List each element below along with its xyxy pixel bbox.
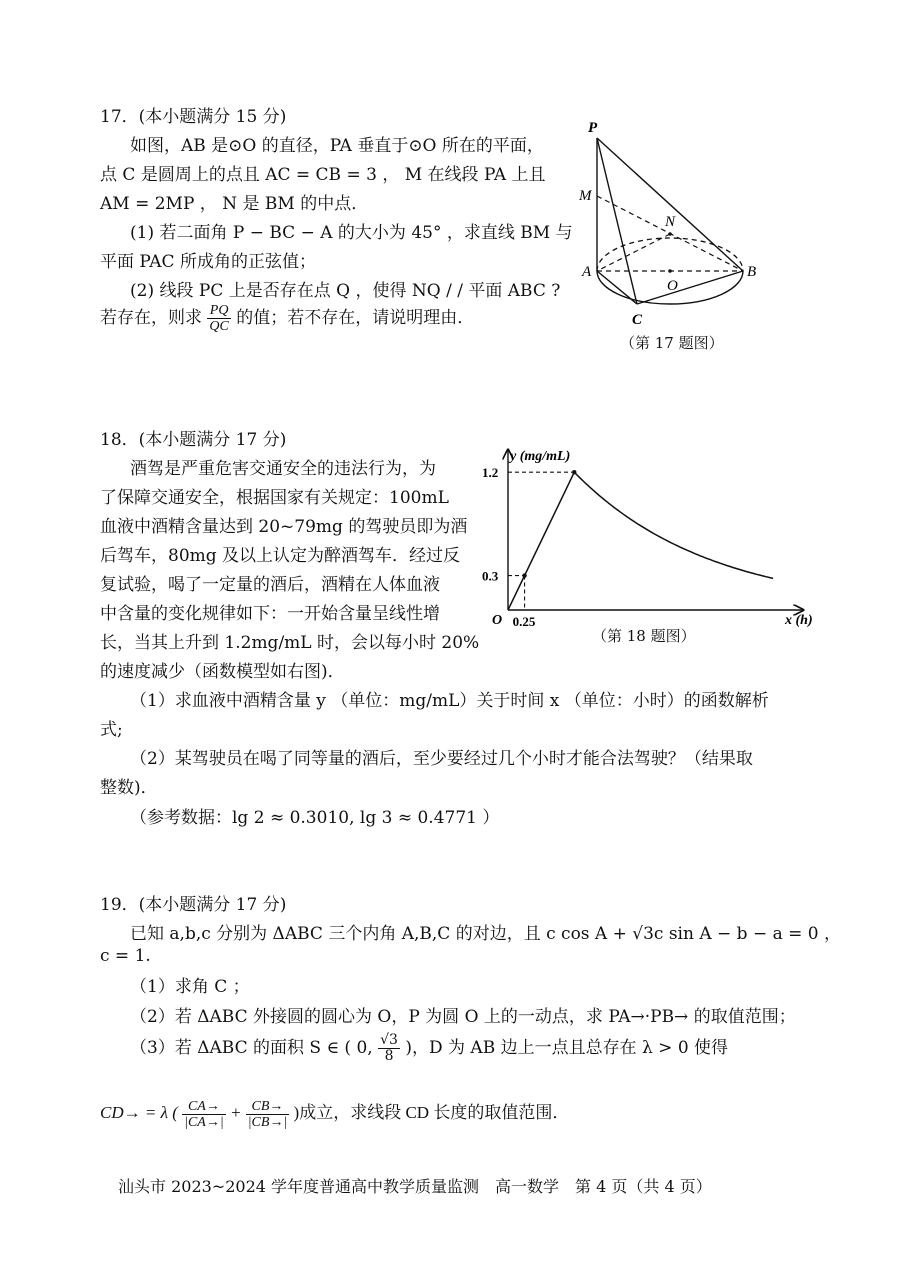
q18-line: 了保障交通安全，根据国家有关规定：100mL: [100, 488, 449, 508]
point-N: [668, 232, 672, 236]
q19-text: CD→ = λ (: [100, 1103, 178, 1122]
segment-AC: [597, 271, 637, 304]
q18-chart-caption: （第 18 题图）: [592, 627, 696, 645]
series-line: [508, 472, 773, 610]
fraction-denominator: |CA→|: [184, 1114, 224, 1130]
q17-figure-caption: （第 17 题图）: [620, 334, 724, 352]
q18-heading: 18．(本小题满分 17 分): [100, 430, 287, 450]
q18-part1: 式;: [100, 720, 123, 740]
q17-text: 若存在，则求: [100, 308, 202, 328]
fraction-numerator: √3: [380, 1032, 398, 1048]
y-tick-label: 1.2: [482, 465, 499, 481]
plus-sign: +: [229, 1103, 242, 1122]
label-M: M: [579, 188, 592, 204]
q17-line: 点 C 是圆周上的点且 AC = CB = 3 ， M 在线段 PA 上且: [100, 165, 546, 185]
q17-heading: 17．(本小题满分 15 分): [100, 107, 287, 127]
q18-reference-data: （参考数据：lg 2 ≈ 0.3010, lg 3 ≈ 0.4771 ）: [130, 808, 500, 828]
q18-chart: [478, 440, 813, 635]
q17-line: [100, 303, 474, 334]
segment-NA: [597, 234, 670, 271]
q18-line: 复试验，喝了一定量的酒后，酒精在人体血液: [100, 575, 440, 595]
q18-part2: 整数)．: [100, 778, 158, 798]
label-N: N: [665, 214, 676, 230]
y-tick-label: 0.3: [482, 568, 499, 584]
q18-part1: （1）求血液中酒精含量 y （单位：mg/mL）关于时间 x （单位：小时）的函数解析: [130, 691, 769, 711]
q17-line: 平面 PAC 所成角的正弦值；: [100, 252, 316, 272]
segment-PC: [597, 138, 637, 304]
label-O: O: [667, 278, 678, 294]
q19-heading: 19．(本小题满分 17 分): [100, 895, 287, 915]
q19-line: 已知 a,b,c 分别为 ΔABC 三个内角 A,B,C 的对边，且 c cos A + √3c sin A − b − a = 0 ，: [130, 924, 842, 944]
fraction-denominator: 8: [384, 1048, 394, 1064]
fraction-denominator: |CB→|: [247, 1114, 288, 1130]
fraction-denominator: QC: [209, 319, 229, 334]
q19-part1: （1）求角 C ；: [130, 977, 250, 997]
circle-back-arc: [597, 238, 743, 271]
label-C: C: [632, 312, 643, 328]
q17-line: (1) 若二面角 P − BC − A 的大小为 45° ，求直线 BM 与: [130, 223, 573, 243]
x-axis-label: x (h): [785, 613, 813, 628]
q18-part2: （2）某驾驶员在喝了同等量的酒后，至少要经过几个小时才能合法驾驶？（结果取: [130, 749, 753, 769]
point-O: [668, 269, 672, 273]
q18-line: 中含量的变化规律如下：一开始含量呈线性增: [100, 604, 440, 624]
label-B: B: [747, 264, 757, 280]
q19-text: )，D 为 AB 边上一点且总存在 λ > 0 使得: [405, 1038, 729, 1058]
q19-part2: （2）若 ΔABC 外接圆的圆心为 O，P 为圆 O 上的一动点，求 PA→·PB→ 的取值范围；: [130, 1007, 796, 1027]
q19-part3: [130, 1033, 728, 1064]
q17-fraction: [207, 303, 230, 334]
q18-line: 长，当其上升到 1.2mg/mL 时，会以每小时 20%: [100, 633, 480, 653]
q17-figure: [575, 118, 775, 333]
q17-line: 如图，AB 是⊙O 的直径，PA 垂直于⊙O 所在的平面，: [130, 136, 544, 156]
label-P: P: [588, 120, 598, 136]
q19-unit-vector-CA: [182, 1099, 226, 1130]
q17-text: 的值；若不存在，请说明理由．: [236, 308, 475, 328]
data-point: [522, 573, 526, 577]
fraction-numerator: CB→: [246, 1099, 290, 1115]
q18-line: 酒驾是严重危害交通安全的违法行为，为: [130, 459, 436, 479]
q18-line: 后驾车，80mg 及以上认定为醉酒驾车．经过反: [100, 546, 461, 566]
label-A: A: [582, 264, 592, 280]
page-footer: 汕头市 2023~2024 学年度普通高中教学质量监测 高一数学 第 4 页（共 4 页）: [118, 1177, 712, 1196]
segment-CB: [637, 271, 743, 304]
q19-unit-vector-CB: [246, 1099, 290, 1130]
q19-vector-equation: [100, 1098, 569, 1130]
q17-line: AM = 2MP ， N 是 BM 的中点．: [100, 194, 369, 214]
segment-PB: [597, 138, 743, 271]
q19-text: （3）若 ΔABC 的面积 S ∈ ( 0,: [130, 1038, 373, 1058]
q18-line: 的速度减少（函数模型如右图)．: [100, 662, 345, 682]
fraction-numerator: CA→: [182, 1099, 226, 1115]
origin-label: O: [492, 613, 503, 628]
fraction-numerator: PQ: [207, 303, 230, 319]
q19-text: )成立，求线段 CD 长度的取值范围．: [293, 1103, 570, 1122]
q17-line: (2) 线段 PC 上是否存在点 Q ，使得 NQ / / 平面 ABC ?: [130, 281, 561, 301]
q19-line: c = 1.: [100, 946, 151, 966]
q19-fraction: [378, 1033, 400, 1064]
x-tick-label: 0.25: [512, 614, 536, 629]
q18-line: 血液中酒精含量达到 20~79mg 的驾驶员即为酒: [100, 517, 468, 537]
data-point: [572, 470, 576, 474]
y-axis-label: y (mg/mL): [510, 449, 571, 464]
